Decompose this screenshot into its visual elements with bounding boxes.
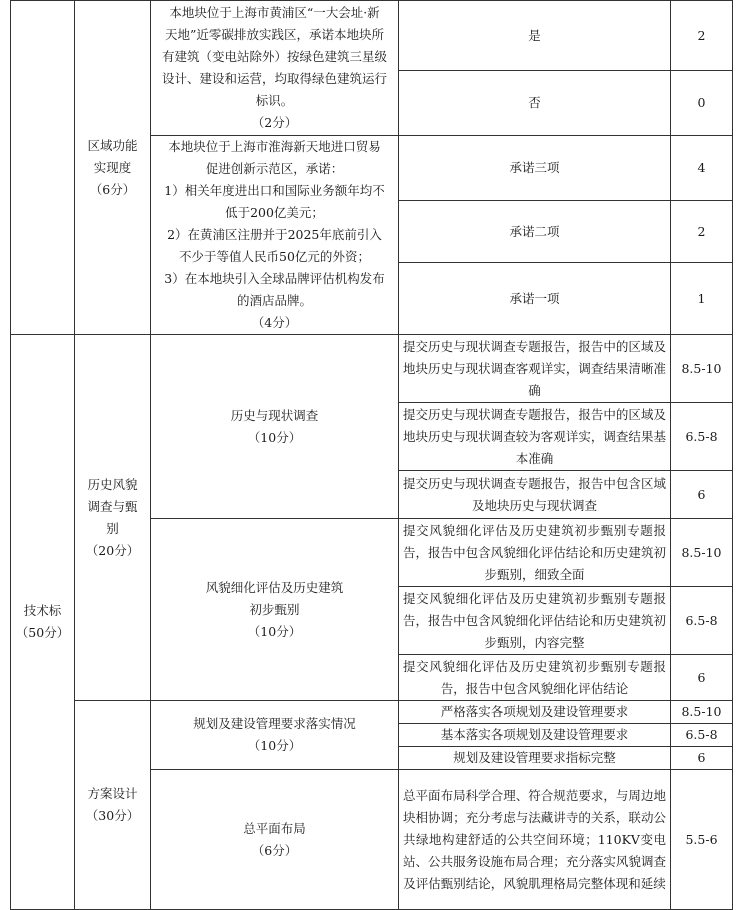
option-score: 8.5-10	[671, 701, 733, 724]
subcategory-design: 方案设计 （30分）	[75, 701, 151, 910]
option-score: 2	[671, 1, 733, 71]
option-text: 是	[399, 1, 671, 71]
option-score: 6.5-8	[671, 587, 733, 655]
option-text: 提交历史与现状调查专题报告，报告中的区域及地块历史与现状调查较为客观详实，调查结果基本准确	[399, 403, 671, 471]
option-score: 4	[671, 136, 733, 201]
criterion-green-building: 本地块位于上海市黄浦区“一大会址·新 天地”近零碳排放实践区，承诺本地块所 有建筑（变电站除外）按绿色建筑三星级 设计、建设和运营，均取得绿色建筑运行 标识。 （2分）	[151, 1, 399, 136]
option-text: 规划及建设管理要求指标完整	[399, 747, 671, 770]
item-style-assessment: 风貌细化评估及历史建筑 初步甄别 （10分）	[151, 519, 399, 701]
option-text: 承诺二项	[399, 200, 671, 262]
option-text: 提交风貌细化评估及历史建筑初步甄别专题报告，报告中包含风貌细化评估结论和历史建筑初步甄别，细致全面	[399, 519, 671, 587]
option-score: 6.5-8	[671, 403, 733, 471]
category-cell-blank	[11, 1, 75, 335]
item-history-survey: 历史与现状调查 （10分）	[151, 335, 399, 519]
option-score: 8.5-10	[671, 335, 733, 403]
option-score: 6	[671, 655, 733, 701]
option-text: 基本落实各项规划及建设管理要求	[399, 724, 671, 747]
option-text: 承诺一项	[399, 263, 671, 335]
option-text: 提交历史与现状调查专题报告，报告中包含区域及地块历史与现状调查	[399, 471, 671, 519]
option-text: 提交历史与现状调查专题报告，报告中的区域及地块历史与现状调查客观详实，调查结果清晰准确	[399, 335, 671, 403]
option-score: 0	[671, 71, 733, 136]
option-score: 2	[671, 200, 733, 262]
option-text: 提交风貌细化评估及历史建筑初步甄别专题报告，报告中包含风貌细化评估结论和历史建筑初步甄别，内容完整	[399, 587, 671, 655]
category-technical: 技术标 （50分）	[11, 335, 75, 910]
scoring-table	[10, 0, 733, 910]
item-planning-compliance: 规划及建设管理要求落实情况 （10分）	[151, 701, 399, 770]
option-score: 5.5-6	[671, 770, 733, 910]
option-text: 提交风貌细化评估及历史建筑初步甄别专题报告，报告中包含风貌细化评估结论	[399, 655, 671, 701]
subcategory-regional: 区域功能 实现度 （6分）	[75, 1, 151, 335]
option-text: 严格落实各项规划及建设管理要求	[399, 701, 671, 724]
option-text: 总平面布局科学合理、符合规范要求，与周边地块相协调；充分考虑与法藏讲寺的关系，联动公共绿地构建舒适的公共空间环境；110KV变电站、公共服务设施布局合理；充分落实风貌调查及评估甄别结论，风貌肌理格局完整体现和延续	[399, 770, 671, 910]
option-text: 否	[399, 71, 671, 136]
item-site-layout: 总平面布局 （6分）	[151, 770, 399, 910]
option-score: 6.5-8	[671, 724, 733, 747]
subcategory-heritage: 历史风貌 调查与甄 别 （20分）	[75, 335, 151, 701]
option-score: 6	[671, 747, 733, 770]
option-score: 6	[671, 471, 733, 519]
criterion-trade-promotion: 本地块位于上海市淮海新天地进口贸易 促进创新示范区，承诺： 1）相关年度进出口和国际业务额年均不 低于200亿美元； 2）在黄浦区注册并于2025年底前引入 不少于等值人民币50亿元的外资； 3）在本地块引入全球品牌评估机构发布 的酒店品牌。 （4分）	[151, 136, 399, 335]
option-text: 承诺三项	[399, 136, 671, 201]
option-score: 8.5-10	[671, 519, 733, 587]
option-score: 1	[671, 263, 733, 335]
